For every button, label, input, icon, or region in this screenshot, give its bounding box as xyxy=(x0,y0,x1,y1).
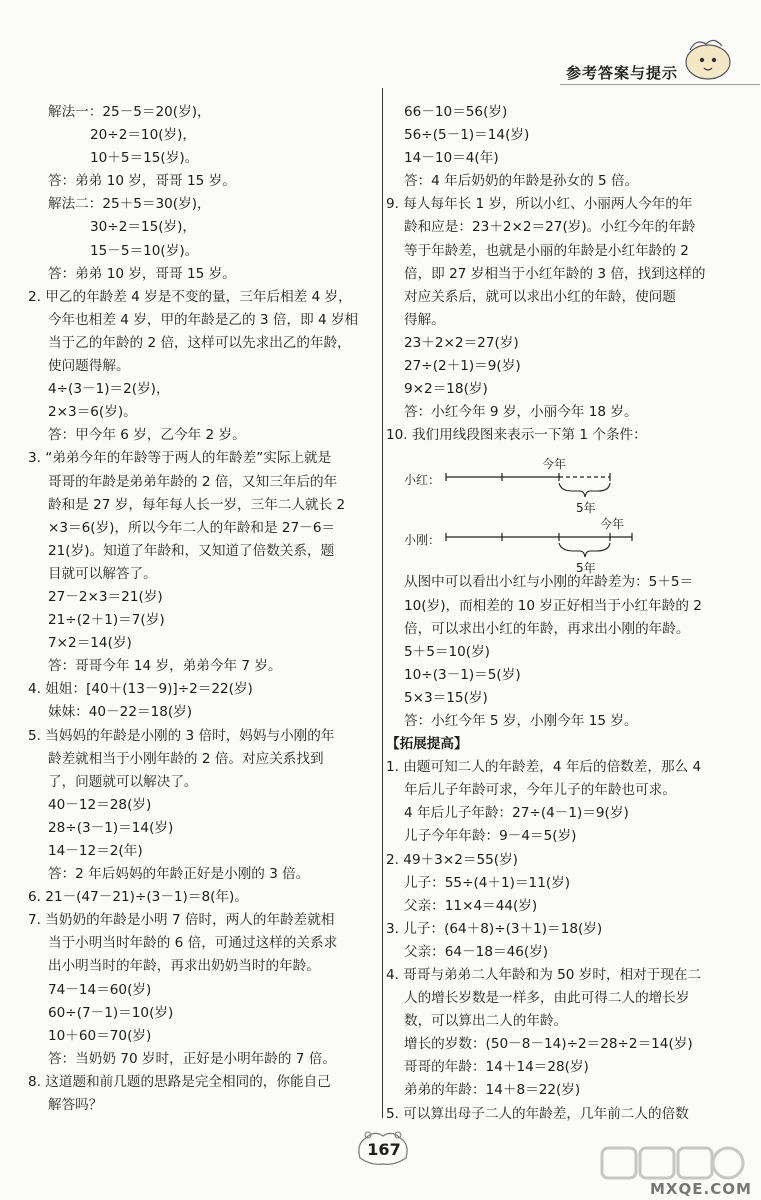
text-line: 解法一：25－5＝20(岁)， xyxy=(48,104,211,120)
text-line: 5. 可以算出母子二人的年龄差，几年前二人的倍数 xyxy=(386,1105,689,1122)
text-line: 40－12＝28(岁) xyxy=(48,796,152,813)
text-line: 增长的岁数：(50－8－14)÷2＝28÷2＝14(岁) xyxy=(404,1036,693,1053)
text-line: 解法二：25＋5＝30(岁)， xyxy=(48,196,211,213)
text-line: 4. 哥哥与弟弟二人年龄和为 50 岁时，相对于现在二 xyxy=(386,967,702,983)
text-line: 14－12＝2(年) xyxy=(48,843,143,859)
text-line: 27－2×3＝21(岁) xyxy=(48,588,163,605)
text-line: 龄和应是：23＋2×2＝27(岁)。小红今年的年龄 xyxy=(404,219,696,236)
text-line: 5. 当妈妈的年龄是小刚的 3 倍时，妈妈与小刚的年 xyxy=(28,727,335,744)
text-line: 20÷2＝10(岁)， xyxy=(90,127,197,144)
text-line: 得解。 xyxy=(404,311,445,328)
page-header xyxy=(560,58,760,98)
mascot-icon xyxy=(678,36,734,82)
text-line: 答：小红今年 5 岁，小刚今年 15 岁。 xyxy=(404,712,638,729)
text-line: 妹妹：40－22＝18(岁) xyxy=(48,704,193,721)
text-line: 10(岁)，而相差的 10 岁正好相当于小红年龄的 2 xyxy=(404,597,702,614)
text-line: 27÷(2＋1)＝9(岁) xyxy=(404,358,521,375)
text-line: 答：弟弟 10 岁，哥哥 15 岁。 xyxy=(48,265,236,282)
line-segment-diagram xyxy=(404,447,644,576)
column-divider xyxy=(382,88,383,1118)
text-line: 年后儿子年龄可求，今年儿子的年龄也可求。 xyxy=(404,782,676,799)
text-line: 2. 甲乙的年龄差 4 岁是不变的量，三年后相差 4 岁， xyxy=(28,288,352,305)
text-line: 21÷(2＋1)＝7(岁) xyxy=(48,612,165,629)
text-line: 人的增长岁数是一样多，由此可得二人的增长岁 xyxy=(404,990,690,1007)
text-line: 父亲：11×4＝44(岁) xyxy=(404,897,538,914)
text-line: 9×2＝18(岁) xyxy=(404,381,488,398)
text-line: 2×3＝6(岁)。 xyxy=(48,404,137,421)
text-line: 14－10＝4(年) xyxy=(404,150,499,167)
text-line: 答：2 年后妈妈的年龄正好是小刚的 3 倍。 xyxy=(48,866,310,883)
text-line: 倍，可以求出小红的年龄，再求出小刚的年龄。 xyxy=(404,620,690,637)
diagram-span-label-2: 5年 xyxy=(576,561,596,576)
text-line: ×3＝6(岁)，所以今年二人的年龄和是 27－6＝ xyxy=(48,519,336,536)
text-line: 7×2＝14(岁) xyxy=(48,635,132,652)
text-line: 60÷(7－1)＝10(岁) xyxy=(48,1004,174,1021)
text-line: 儿子今年年龄：9－4＝5(岁) xyxy=(404,828,577,845)
text-line: 5＋5＝10(岁) xyxy=(404,643,490,660)
text-line: 3. “弟弟今年的年龄等于两人的年龄差”实际上就是 xyxy=(28,450,332,467)
text-line: 对应关系后，就可以求出小红的年龄，使问题 xyxy=(404,288,676,305)
text-line: 答：当奶奶 70 岁时，正好是小明年龄的 7 倍。 xyxy=(48,1050,336,1067)
text-line: 答：4 年后奶奶的年龄是孙女的 5 倍。 xyxy=(404,173,639,190)
header-title: 参考答案与提示 xyxy=(566,64,679,82)
text-line: 解答吗？ xyxy=(48,1097,103,1114)
text-line: 10. 我们用线段图来表示一下第 1 个条件： xyxy=(386,427,647,444)
diagram-lines xyxy=(404,447,644,571)
text-line: 5×3＝15(岁) xyxy=(404,689,488,706)
right-column xyxy=(386,101,716,1126)
text-line: 出小明当时的年龄，再求出奶奶当时的年龄。 xyxy=(48,958,320,975)
text-line: 倍，即 27 岁相当于小红年龄的 3 倍，找到这样的 xyxy=(404,265,706,282)
text-line: 当于小明当时年龄的 6 倍，可通过这样的关系求 xyxy=(48,935,338,952)
text-line: 数，可以算出二人的年龄。 xyxy=(404,1013,568,1030)
text-line: 等于年龄差，也就是小丽的年龄是小红年龄的 2 xyxy=(404,242,689,259)
text-line: 15－5＝10(岁)。 xyxy=(90,242,199,259)
diagram-now-label-2: 今年 xyxy=(600,517,625,532)
text-line: 3. 儿子：(64＋8)÷(3＋1)＝18(岁) xyxy=(386,920,603,937)
text-line: 4 年后儿子年龄：27÷(4－1)＝9(岁) xyxy=(404,805,629,822)
left-column xyxy=(28,101,378,1117)
text-line: 4. 姐姐：[40＋(13－9)]÷2＝22(岁) xyxy=(28,681,253,698)
text-line: 龄和是 27 岁，每年每人长一岁，三年二人就长 2 xyxy=(48,496,346,513)
text-line: 答：小红今年 9 岁，小丽今年 18 岁。 xyxy=(404,404,638,421)
text-line: 28÷(3－1)＝14(岁) xyxy=(48,819,174,836)
text-line: 10＋5＝15(岁)。 xyxy=(90,150,199,167)
text-line: 2. 49＋3×2＝55(岁) xyxy=(386,851,518,868)
text-line: 56÷(5－1)＝14(岁) xyxy=(404,127,530,144)
text-line: 10÷(3－1)＝5(岁) xyxy=(404,666,521,683)
text-line: 6. 21－(47－21)÷(3－1)＝8(年)。 xyxy=(28,889,248,906)
text-line: 10＋60＝70(岁) xyxy=(48,1027,152,1044)
text-line: 今年也相差 4 岁，甲的年龄是乙的 3 倍，即 4 岁相 xyxy=(48,311,359,328)
page-number: 167 xyxy=(367,1140,401,1159)
header-rule xyxy=(560,84,760,85)
text-line: 1. 由题可知二人的年龄差，4 年后的倍数差，那么 4 xyxy=(386,759,702,776)
text-line: 66－10＝56(岁) xyxy=(404,104,508,120)
text-line: 21(岁)。知道了年龄和，又知道了倍数关系，题 xyxy=(48,542,335,559)
text-line: 答：甲今年 6 岁，乙今年 2 岁。 xyxy=(48,427,246,444)
text-line: 目就可以解答了。 xyxy=(48,565,157,582)
watermark-text: MXQE.COM xyxy=(650,1180,752,1198)
diagram-label-xiaogang: 小刚： xyxy=(404,533,441,548)
text-line: 答：哥哥今年 14 岁，弟弟今年 7 岁。 xyxy=(48,658,282,675)
text-line: 龄差就相当于小刚年龄的 2 倍。对应关系找到 xyxy=(48,750,324,767)
text-line: 答：弟弟 10 岁，哥哥 15 岁。 xyxy=(48,173,236,190)
text-line: 从图中可以看出小红与小刚的年龄差为：5＋5＝ xyxy=(404,574,694,591)
section-heading: 【拓展提高】 xyxy=(386,736,468,753)
text-line: 8. 这道题和前几题的思路是完全相同的，你能自己 xyxy=(28,1073,331,1090)
text-line: 当于乙的年龄的 2 倍，这样可以先求出乙的年龄， xyxy=(48,334,351,351)
diagram-now-label-1: 今年 xyxy=(542,457,567,472)
diagram-span-label-1: 5年 xyxy=(576,501,596,516)
text-line: 4÷(3－1)＝2(岁)， xyxy=(48,381,170,398)
text-line: 了，问题就可以解决了。 xyxy=(48,773,198,790)
text-line: 23＋2×2＝27(岁) xyxy=(404,334,519,351)
text-line: 父亲：64－18＝46(岁) xyxy=(404,943,549,960)
text-line: 哥哥的年龄是弟弟年龄的 2 倍，又知三年后的年 xyxy=(48,473,338,490)
text-line: 9. 每人每年长 1 岁，所以小红、小丽两人今年的年 xyxy=(386,196,693,213)
text-line: 74－14＝60(岁) xyxy=(48,981,152,998)
text-line: 7. 当奶奶的年龄是小明 7 倍时，两人的年龄差就相 xyxy=(28,912,335,929)
text-line: 儿子：55÷(4＋1)＝11(岁) xyxy=(404,874,571,891)
text-line: 30÷2＝15(岁)， xyxy=(90,219,197,236)
text-line: 使问题得解。 xyxy=(48,358,130,375)
text-line: 弟弟的年龄：14＋8＝22(岁) xyxy=(404,1082,581,1099)
text-line: 哥哥的年龄：14＋14＝28(岁) xyxy=(404,1059,589,1076)
diagram-label-xiaohong: 小红： xyxy=(404,473,441,488)
